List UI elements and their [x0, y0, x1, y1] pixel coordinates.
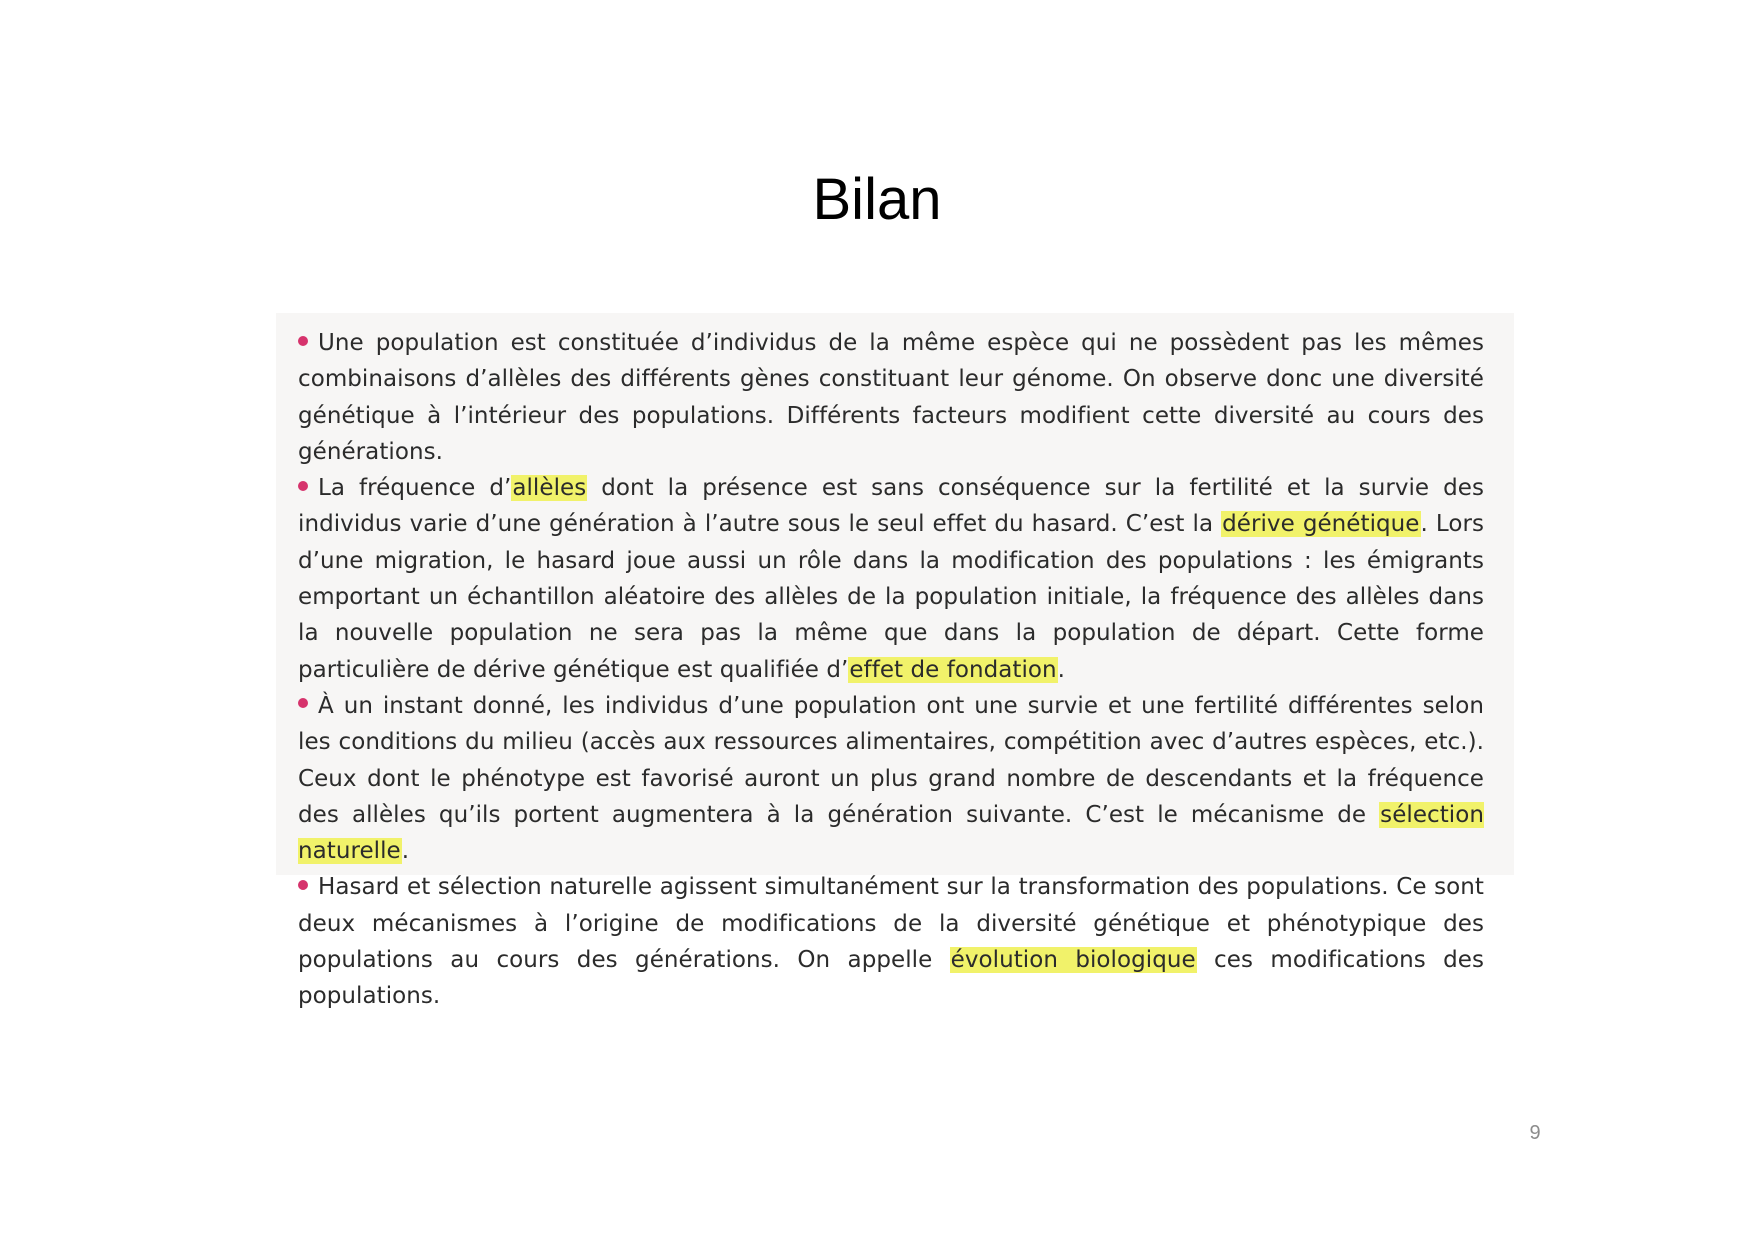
page-number: 9	[1529, 1122, 1541, 1144]
highlighted-term-derive-genetique: dérive génétique	[1222, 511, 1420, 538]
paragraph-text: .	[401, 838, 410, 865]
slide-title: Bilan	[812, 167, 942, 232]
paragraph-text: La fréquence d’	[318, 475, 512, 502]
highlighted-term-alleles: allèles	[512, 475, 587, 502]
paragraph-selection-naturelle	[298, 688, 1484, 869]
bullet-icon	[298, 481, 308, 491]
paragraph-text: Une population est constituée d’individus de la même espèce qui ne possèdent pas les mêmes combinaisons d’allèles des différents gènes constituant leur génome. On observe donc une diversité génétique à l’intérieur des populations. Différents facteurs modifient cette diversité au cours des générations.	[298, 330, 1484, 465]
highlighted-term-selection-naturelle: sélection naturelle	[298, 801, 1484, 865]
paragraph-text: . Lors d’une migration, le hasard joue aussi un rôle dans la modification des populations : les émigrants emportant un échantillon aléatoire des allèles de la population initiale, la fréquence des allèles dans la nouvelle population ne sera pas la même que dans la population de départ. Cette forme particulière de dérive génétique est qualifiée d’	[298, 511, 1485, 683]
scanned-text-excerpt	[276, 313, 1514, 1010]
paragraph-evolution-biologique	[298, 869, 1484, 1014]
highlighted-term-evolution-biologique: évolution biologique	[950, 947, 1196, 974]
paragraph-population	[298, 325, 1484, 470]
paragraph-text: .	[1057, 656, 1066, 683]
bullet-icon	[298, 880, 308, 890]
bullet-icon	[298, 336, 308, 346]
paragraph-text: À un instant donné, les individus d’une population ont une survie et une fertilité différentes selon les conditions du milieu (accès aux ressources alimentaires, compétition avec d’autres espèces, etc.). Ceux dont le phénotype est favorisé auront un plus grand nombre de descendants et la fréquence des allèles qu’ils portent augmentera à la génération suivante. C’est le mécanisme de	[298, 692, 1484, 828]
paragraph-text: Hasard et sélection naturelle agissent simultanément sur la transformation des populations. Ce sont deux mécanismes à l’origine de modifications de la diversité génétique et phénotypique des populations au cours des générations. On appelle	[298, 874, 1484, 974]
paragraph-derive-genetique	[298, 470, 1484, 688]
highlighted-term-effet-de-fondation: effet de fondation	[849, 656, 1057, 683]
paragraph-text: dont la présence est sans conséquence sur la fertilité et la survie des individus varie d’une génération à l’autre sous le seul effet du hasard. C’est la	[298, 475, 1484, 538]
bullet-icon	[298, 698, 308, 708]
paragraph-text: ces modifications des populations.	[298, 947, 1484, 1010]
